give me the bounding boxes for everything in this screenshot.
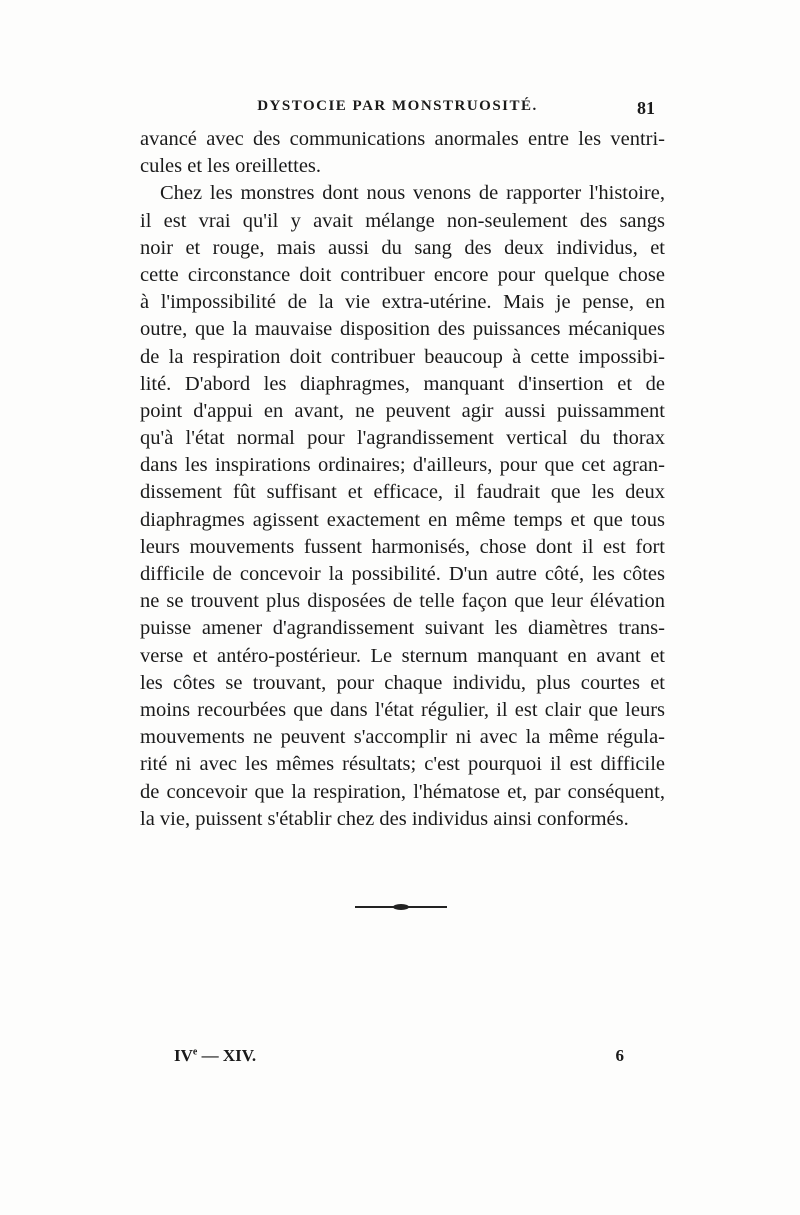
text-line: qu'à l'état normal pour l'agrandissement vertical du thorax: [140, 427, 665, 450]
text-line: de la respiration doit contribuer beaucoup à cette impossibi-: [140, 345, 665, 368]
page-header: [140, 98, 655, 122]
body-text: [140, 126, 665, 833]
text-line: puisse amener d'agrandissement suivant les diamètres trans-: [140, 617, 665, 640]
text-line: verse et antéro-postérieur. Le sternum manquant en avant et: [140, 644, 665, 667]
signature-rest: — XIV.: [197, 1046, 257, 1065]
text-line: ne se trouvent plus disposées de telle façon que leur élévation: [140, 590, 665, 613]
running-title: DYSTOCIE PAR MONSTRUOSITÉ.: [257, 98, 538, 114]
text-line: avancé avec des communications anormales entre les ventri-: [140, 128, 665, 150]
text-line: dans les inspirations ordinaires; d'ailleurs, pour que cet agran-: [140, 454, 665, 477]
text-line: Chez les monstres dont nous venons de rapporter l'histoire,: [160, 182, 665, 205]
text-line: rité ni avec les mêmes résultats; c'est pourquoi il est difficile: [140, 753, 665, 776]
text-line: mouvements ne peuvent s'accomplir ni avec la même régula-: [140, 726, 665, 749]
text-line: dissement fût suffisant et efficace, il faudrait que les deux: [140, 481, 665, 504]
sheet-number: 6: [615, 1046, 624, 1065]
divider-ornament-icon: [393, 904, 409, 910]
text-line: à l'impossibilité de la vie extra-utérine. Mais je pense, en: [140, 291, 665, 314]
text-line: noir et rouge, mais aussi du sang des deux individus, et: [140, 236, 665, 259]
text-line: lité. D'abord les diaphragmes, manquant d'insertion et de: [140, 372, 665, 395]
text-line: les côtes se trouvant, pour chaque individu, plus courtes et: [140, 671, 665, 694]
signature-mark: [174, 1046, 256, 1066]
text-line: leurs mouvements fussent harmonisés, chose dont il est fort: [140, 535, 665, 558]
text-line: point d'appui en avant, ne peuvent agir aussi puissamment: [140, 399, 665, 422]
text-line: difficile de concevoir la possibilité. D'un autre côté, les côtes: [140, 563, 665, 585]
section-divider: [355, 904, 447, 910]
signature-base: IV: [174, 1046, 193, 1065]
signature-superscript: e: [192, 1046, 198, 1058]
text-line: moins recourbées que dans l'état régulier, il est clair que leurs: [140, 698, 665, 721]
text-line: cette circonstance doit contribuer encore pour quelque chose: [140, 263, 665, 286]
text-line: cules et les oreillettes.: [140, 155, 322, 178]
text-line: la vie, puissent s'établir chez des individus ainsi conformés.: [140, 807, 629, 830]
page-number: 81: [637, 98, 655, 118]
text-line: de concevoir que la respiration, l'hématose et, par conséquent,: [140, 780, 665, 803]
text-line: diaphragmes agissent exactement en même temps et que tous: [140, 508, 665, 531]
page-footer: [174, 1046, 624, 1070]
text-line: outre, que la mauvaise disposition des puissances mécaniques: [140, 318, 665, 341]
text-line: il est vrai qu'il y avait mélange non-seulement des sangs: [140, 209, 665, 232]
